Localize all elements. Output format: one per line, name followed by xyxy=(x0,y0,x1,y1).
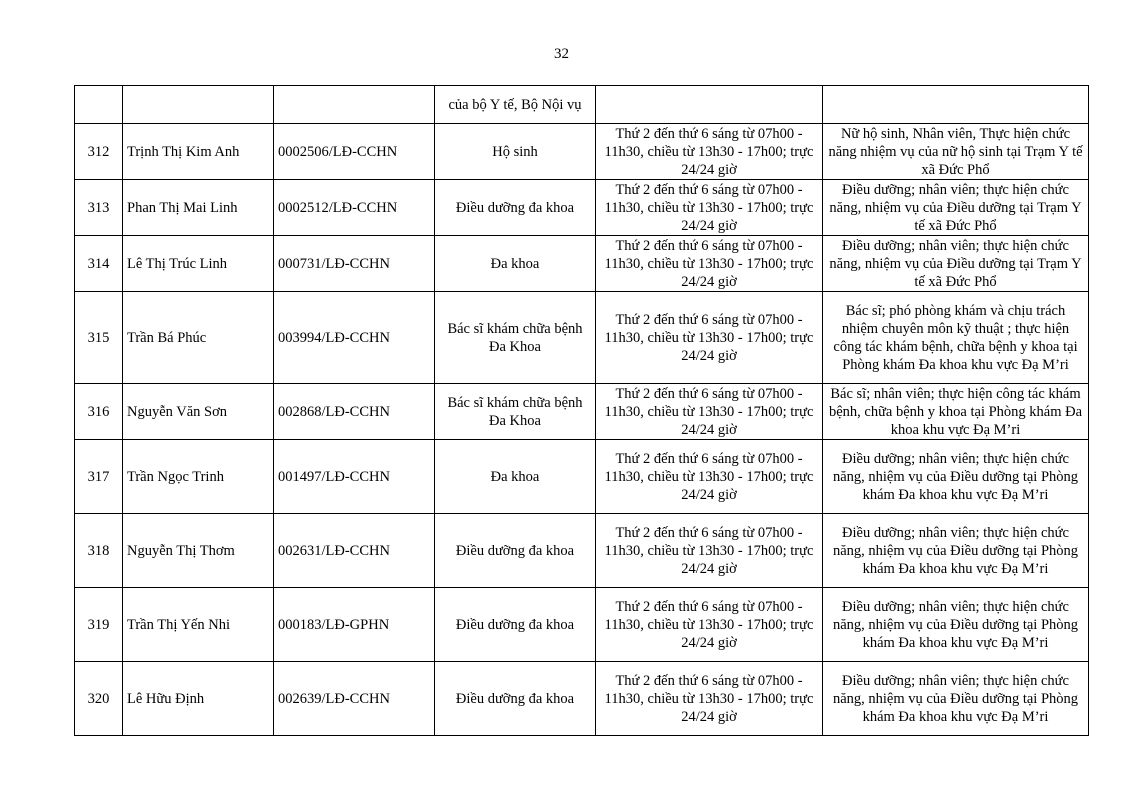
cell-certificate: 000183/LĐ-GPHN xyxy=(274,588,435,662)
cell-certificate xyxy=(274,86,435,124)
cell-working-time: Thứ 2 đến thứ 6 sáng từ 07h00 - 11h30, chiều từ 13h30 - 17h00; trực 24/24 giờ xyxy=(596,440,823,514)
cell-duty xyxy=(823,86,1089,124)
cell-duty: Điều dưỡng; nhân viên; thực hiện chức năng, nhiệm vụ của Điều dưỡng tại Phòng khám Đa khoa khu vực Đạ M’ri xyxy=(823,662,1089,736)
table-row xyxy=(75,236,1089,292)
table-row-continued xyxy=(75,86,1089,124)
cell-profession: Bác sĩ khám chữa bệnh Đa Khoa xyxy=(435,384,596,440)
cell-duty: Nữ hộ sinh, Nhân viên, Thực hiện chức năng nhiệm vụ của nữ hộ sinh tại Trạm Y tế xã Đức Phổ xyxy=(823,124,1089,180)
cell-no xyxy=(75,86,123,124)
cell-name: Lê Thị Trúc Linh xyxy=(123,236,274,292)
table-row xyxy=(75,124,1089,180)
cell-working-time: Thứ 2 đến thứ 6 sáng từ 07h00 - 11h30, chiều từ 13h30 - 17h00; trực 24/24 giờ xyxy=(596,236,823,292)
cell-certificate: 002631/LĐ-CCHN xyxy=(274,514,435,588)
cell-name: Trịnh Thị Kim Anh xyxy=(123,124,274,180)
cell-working-time: Thứ 2 đến thứ 6 sáng từ 07h00 - 11h30, chiều từ 13h30 - 17h00; trực 24/24 giờ xyxy=(596,180,823,236)
cell-certificate: 002868/LĐ-CCHN xyxy=(274,384,435,440)
cell-profession: của bộ Y tế, Bộ Nội vụ xyxy=(435,86,596,124)
cell-profession: Điều dưỡng đa khoa xyxy=(435,662,596,736)
cell-name: Trần Ngọc Trinh xyxy=(123,440,274,514)
cell-name: Nguyễn Văn Sơn xyxy=(123,384,274,440)
cell-no: 315 xyxy=(75,292,123,384)
table-row xyxy=(75,292,1089,384)
cell-working-time: Thứ 2 đến thứ 6 sáng từ 07h00 - 11h30, chiều từ 13h30 - 17h00; trực 24/24 giờ xyxy=(596,124,823,180)
cell-profession: Điều dưỡng đa khoa xyxy=(435,180,596,236)
cell-duty: Điều dưỡng; nhân viên; thực hiện chức năng, nhiệm vụ của Điều dưỡng tại Trạm Y tế xã Đức Phổ xyxy=(823,236,1089,292)
staff-table xyxy=(74,85,1089,736)
table-row xyxy=(75,384,1089,440)
cell-no: 320 xyxy=(75,662,123,736)
cell-profession: Đa khoa xyxy=(435,440,596,514)
cell-no: 314 xyxy=(75,236,123,292)
cell-duty: Điều dưỡng; nhân viên; thực hiện chức năng, nhiệm vụ của Điều dưỡng tại Phòng khám Đa khoa khu vực Đạ M’ri xyxy=(823,514,1089,588)
cell-no: 318 xyxy=(75,514,123,588)
page-number: 32 xyxy=(554,46,569,62)
cell-working-time xyxy=(596,86,823,124)
cell-profession: Điều dưỡng đa khoa xyxy=(435,588,596,662)
cell-duty: Điều dưỡng; nhân viên; thực hiện chức năng, nhiệm vụ của Điều dưỡng tại Phòng khám Đa khoa khu vực Đạ M’ri xyxy=(823,440,1089,514)
cell-working-time: Thứ 2 đến thứ 6 sáng từ 07h00 - 11h30, chiều từ 13h30 - 17h00; trực 24/24 giờ xyxy=(596,384,823,440)
cell-no: 317 xyxy=(75,440,123,514)
table-row xyxy=(75,514,1089,588)
cell-certificate: 002639/LĐ-CCHN xyxy=(274,662,435,736)
cell-name: Phan Thị Mai Linh xyxy=(123,180,274,236)
cell-profession: Hộ sinh xyxy=(435,124,596,180)
cell-duty: Bác sĩ; phó phòng khám và chịu trách nhiệm chuyên môn kỹ thuật ; thực hiện công tác khám bệnh, chữa bệnh y khoa tại Phòng khám Đa khoa khu vực Đạ M’ri xyxy=(823,292,1089,384)
cell-working-time: Thứ 2 đến thứ 6 sáng từ 07h00 - 11h30, chiều từ 13h30 - 17h00; trực 24/24 giờ xyxy=(596,292,823,384)
cell-name: Trần Bá Phúc xyxy=(123,292,274,384)
cell-working-time: Thứ 2 đến thứ 6 sáng từ 07h00 - 11h30, chiều từ 13h30 - 17h00; trực 24/24 giờ xyxy=(596,662,823,736)
cell-certificate: 0002506/LĐ-CCHN xyxy=(274,124,435,180)
cell-no: 313 xyxy=(75,180,123,236)
cell-no: 312 xyxy=(75,124,123,180)
cell-name: Lê Hữu Định xyxy=(123,662,274,736)
cell-no: 319 xyxy=(75,588,123,662)
table-row xyxy=(75,440,1089,514)
cell-name: Nguyễn Thị Thơm xyxy=(123,514,274,588)
cell-profession: Bác sĩ khám chữa bệnh Đa Khoa xyxy=(435,292,596,384)
cell-working-time: Thứ 2 đến thứ 6 sáng từ 07h00 - 11h30, chiều từ 13h30 - 17h00; trực 24/24 giờ xyxy=(596,514,823,588)
cell-certificate: 000731/LĐ-CCHN xyxy=(274,236,435,292)
cell-working-time: Thứ 2 đến thứ 6 sáng từ 07h00 - 11h30, chiều từ 13h30 - 17h00; trực 24/24 giờ xyxy=(596,588,823,662)
cell-profession: Đa khoa xyxy=(435,236,596,292)
cell-certificate: 001497/LĐ-CCHN xyxy=(274,440,435,514)
cell-no: 316 xyxy=(75,384,123,440)
table-row xyxy=(75,588,1089,662)
cell-duty: Bác sĩ; nhân viên; thực hiện công tác khám bệnh, chữa bệnh y khoa tại Phòng khám Đa khoa khu vực Đạ M’ri xyxy=(823,384,1089,440)
table-row xyxy=(75,180,1089,236)
cell-duty: Điều dưỡng; nhân viên; thực hiện chức năng, nhiệm vụ của Điều dưỡng tại Trạm Y tế xã Đức Phổ xyxy=(823,180,1089,236)
cell-certificate: 003994/LĐ-CCHN xyxy=(274,292,435,384)
cell-profession: Điều dưỡng đa khoa xyxy=(435,514,596,588)
cell-name: Trần Thị Yến Nhi xyxy=(123,588,274,662)
cell-name xyxy=(123,86,274,124)
cell-certificate: 0002512/LĐ-CCHN xyxy=(274,180,435,236)
cell-duty: Điều dưỡng; nhân viên; thực hiện chức năng, nhiệm vụ của Điều dưỡng tại Phòng khám Đa khoa khu vực Đạ M’ri xyxy=(823,588,1089,662)
table-row xyxy=(75,662,1089,736)
